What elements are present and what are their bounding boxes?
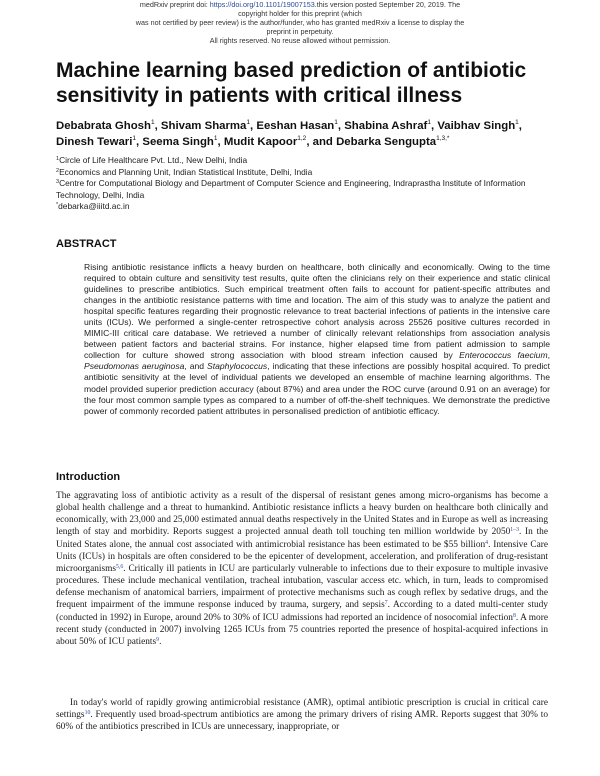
author-affil-sup: 1	[150, 119, 155, 126]
author-name: Vaibhav Singh	[437, 120, 516, 132]
introduction-paragraph-1: The aggravating loss of antibiotic activity as a result of the dispersal of resistant genes among micro-organisms has become a global health challenge and a threat to humankind. Antibiotic resistance inflicts a heavy burden on healthcare both clinically and economically, with 23,000 and 25,000 estimated annual deaths respectively in the United States and in Europe as well as increasing length of stay and morbidity. Reports suggest a projected annual death toll touching ten million worldwide by 2050$^{1-3}$. In the United States alone, the annual cost associated with antimicrobial resistance has been estimated to be $55 billion$^4$. Intensive Care Units (ICUs) in hospitals are often considered to be the epicenter of development, acceleration, and proliferation of drug-resistant microorganisms$^{5,6}$. Critically ill patients in ICU are particularly vulnerable to infections due to their exposure to multiple invasive procedures. These include mechanical ventilation, tracheal intubation, vascular access etc. which, in turn, leads to compromised defense mechanism of anatomical barriers, impairment of protective mechanisms such as cough reflex by sedative drugs, and the frequent impairment of the immune response induced by trauma, surgery, and sepsis$^7$. According to a dated multi-center study (conducted in 1992) in Europe, around 20% to 30% of ICU admissions had reported an incidence of nosocomial infection$^8$. A more recent study (conducted in 2007) involving 1265 ICUs from 75 countries reported the presence of hospital-acquired infections in about 50% of ICU patients$^9$.	[56, 491, 548, 647]
citation-link[interactable]: 10	[84, 710, 91, 717]
affiliation-item: $^2$Economics and Planning Unit, Indian Statistical Institute, Delhi, India	[56, 166, 313, 177]
abstract-body: Rising antibiotic resistance inflicts a heavy burden on healthcare, both clinically and economically. Owing to the time required to obtain culture and sensitivity test results, quite often the clinicians rely on their experience and static clinical guidelines to prescribe antibiotics. Such empirical treatment often fails to account for patient-specific attributes and changes in the antibiotic resistance patterns with time and location. The aim of this study was to analyze the patient and hospital specific features regarding their prognostic relevance to treat bacterial infections of patients in the intensive care units (ICUs). We performed a single-center retrospective cohort analysis across 25526 positive cultures recorded in MIMIC-III critical care database. We retrieved a number of clinically relevant relationships from association analysis between patient factors and bacterial strains. For instance, higher elapsed time from patient admission to sample collection for culture showed strong association with blood stream infection caused by Enterococcus faecium, Pseudomonas aeruginosa, and Staphylococcus, indicating that these infections are possibly hospital acquired. To predict antibiotic sensitivity at the level of individual patients we developed an ensemble of machine learning algorithms. The model provided superior prediction accuracy (about 87%) and area under the ROC curve (around 0.91 on an average) for the four most common sample types as compared to a number of off-the-shelf techniques. We demonstrate the predictive power of commonly recorded patient attributes in personalised prediction of antibiotic efficacy.	[84, 262, 551, 416]
author-affil-sup: 1	[427, 119, 431, 126]
author-name: Eeshan Hasan	[256, 120, 335, 132]
author-name: Mudit Kapoor	[223, 136, 298, 148]
author-affil-sup: 1,3,*	[436, 135, 450, 142]
citation-link[interactable]: 5,6	[116, 563, 124, 570]
citation-link[interactable]: 7	[384, 600, 388, 607]
author-name: Debabrata Ghosh	[56, 120, 151, 132]
affiliation-item: $^1$Circle of Life Healthcare Pvt. Ltd., New Delhi, India	[56, 155, 248, 165]
header-line-1: medRxiv preprint doi: https://doi.org/10.1101/19007153.this version posted September 20, 2019. The copyright holder for this preprint (which	[139, 0, 461, 18]
author-name: Shivam Sharma	[160, 120, 247, 132]
author-affil-sup: 1	[132, 135, 137, 142]
author-affil-sup: 1	[515, 119, 519, 126]
author-affil-sup: 1,2	[297, 135, 307, 142]
author-affil-sup: 1	[213, 135, 218, 142]
paper-title: Machine learning based prediction of antibiotic sensitivity in patients with critical illness	[56, 59, 527, 107]
citation-link[interactable]: 1–3	[510, 527, 519, 534]
citation-link[interactable]: 4	[485, 539, 489, 546]
author-affil-sup: 1	[246, 119, 251, 126]
author-name: Dinesh Tewari	[56, 136, 133, 148]
author-affil-sup: 1	[334, 119, 338, 126]
author-name: Shabina Ashraf	[344, 120, 428, 132]
author-list: Debabrata Ghosh$^1$, Shivam Sharma$^1$, Eeshan Hasan$^1$, Shabina Ashraf$^1$, Vaibhav Singh$^1$, Dinesh Tewari$^1$, Seema Singh$^1$, Mudit Kapoor$^{1,2}$, and Debarka Sengupta$^{1,3,*}$	[56, 119, 522, 148]
introduction-heading: Introduction	[56, 471, 121, 483]
affiliation-item: $^3$Centre for Computational Biology and Department of Computer Science and Engineering, Indraprastha Institute of Information Technology, Delhi, India	[56, 178, 526, 200]
species-name: Pseudomonas aeruginosa	[84, 361, 185, 372]
affiliation-list	[56, 155, 556, 213]
introduction-paragraph-2: In today's world of rapidly growing antimicrobial resistance (AMR), optimal antibiotic prescription is crucial in critical care settings$^{10}$. Frequently used broad-spectrum antibiotics are among the primary drivers of rising AMR. Reports suggest that 30% to 60% of the antibiotics prescribed in ICUs are unnecessary, inappropriate, or	[56, 698, 548, 733]
abstract-heading: ABSTRACT	[56, 238, 117, 250]
author-name: Debarka Sengupta	[336, 136, 437, 148]
species-name: Staphylococcus	[207, 361, 268, 372]
citation-link[interactable]: 9	[156, 636, 160, 643]
species-name: Enterococcus faecium	[459, 350, 548, 361]
header-line-2: was not certified by peer review) is the author/funder, who has granted medRxiv a license to display the preprint in perpetuity.	[135, 18, 465, 36]
preprint-header-note	[130, 0, 470, 45]
citation-link[interactable]: 8	[512, 612, 516, 619]
corresponding-email[interactable]: *debarka@iiitd.ac.in	[56, 201, 130, 211]
doi-link[interactable]: https://doi.org/10.1101/19007153	[209, 0, 315, 9]
header-line-3: All rights reserved. No reuse allowed without permission.	[209, 36, 391, 45]
author-name: Seema Singh	[142, 136, 214, 148]
